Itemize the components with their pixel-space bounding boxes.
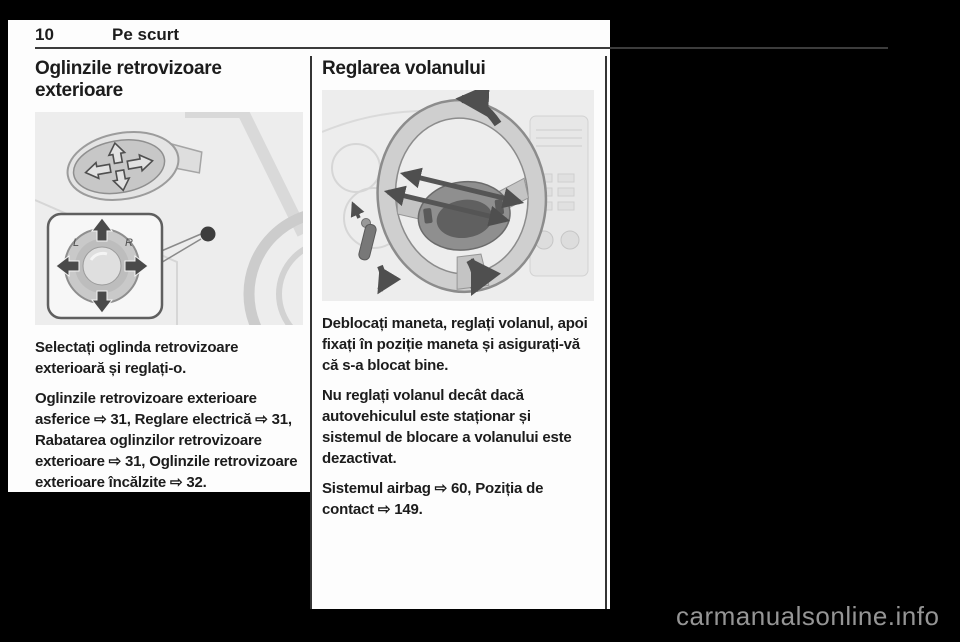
paragraph: Nu reglați volanul decât dacă autovehiculul este staționar și sistemul de blocare a volanului este dezactivat. bbox=[322, 387, 572, 467]
mirror-control-location-dot bbox=[201, 227, 216, 242]
section-heading: Reglarea volanului bbox=[322, 58, 486, 79]
column-divider-1 bbox=[310, 56, 312, 609]
header-rule bbox=[35, 47, 888, 49]
page-title: Pe scurt bbox=[112, 25, 180, 44]
watermark: carmanualsonline.info bbox=[676, 601, 940, 631]
paragraph: Sistemul airbag ⇨ 60, Poziția de contact ⇨ 149. bbox=[322, 480, 544, 518]
page-number: 10 bbox=[35, 25, 54, 44]
paragraph: Selectați oglinda retrovizoare exterioară și reglați-o. bbox=[35, 339, 239, 377]
steering-wheel-illustration bbox=[322, 90, 594, 301]
right-mirror-label: R bbox=[125, 237, 133, 249]
mirror-adjuster-inset bbox=[48, 214, 162, 318]
left-mirror-label: L bbox=[73, 237, 80, 249]
section-exterior-mirrors bbox=[35, 58, 303, 502]
paragraph: Deblocați maneta, reglați volanul, apoi fixați în poziție maneta și asigurați-vă că s-a blocat bine. bbox=[322, 315, 588, 374]
paragraph: Oglinzile retrovizoare exterioare asferice ⇨ 31, Reglare electrică ⇨ 31, Rabatarea oglinzilor retrovizoare exterioare ⇨ 31, Oglinzile retrovizoare exterioare încălzite ⇨ 32. bbox=[35, 390, 298, 491]
column-divider-2 bbox=[605, 56, 607, 609]
section-steering-wheel bbox=[322, 58, 594, 529]
section-heading: Oglinzile retrovizoare exterioare bbox=[35, 58, 222, 101]
exterior-mirror-illustration bbox=[35, 112, 303, 325]
